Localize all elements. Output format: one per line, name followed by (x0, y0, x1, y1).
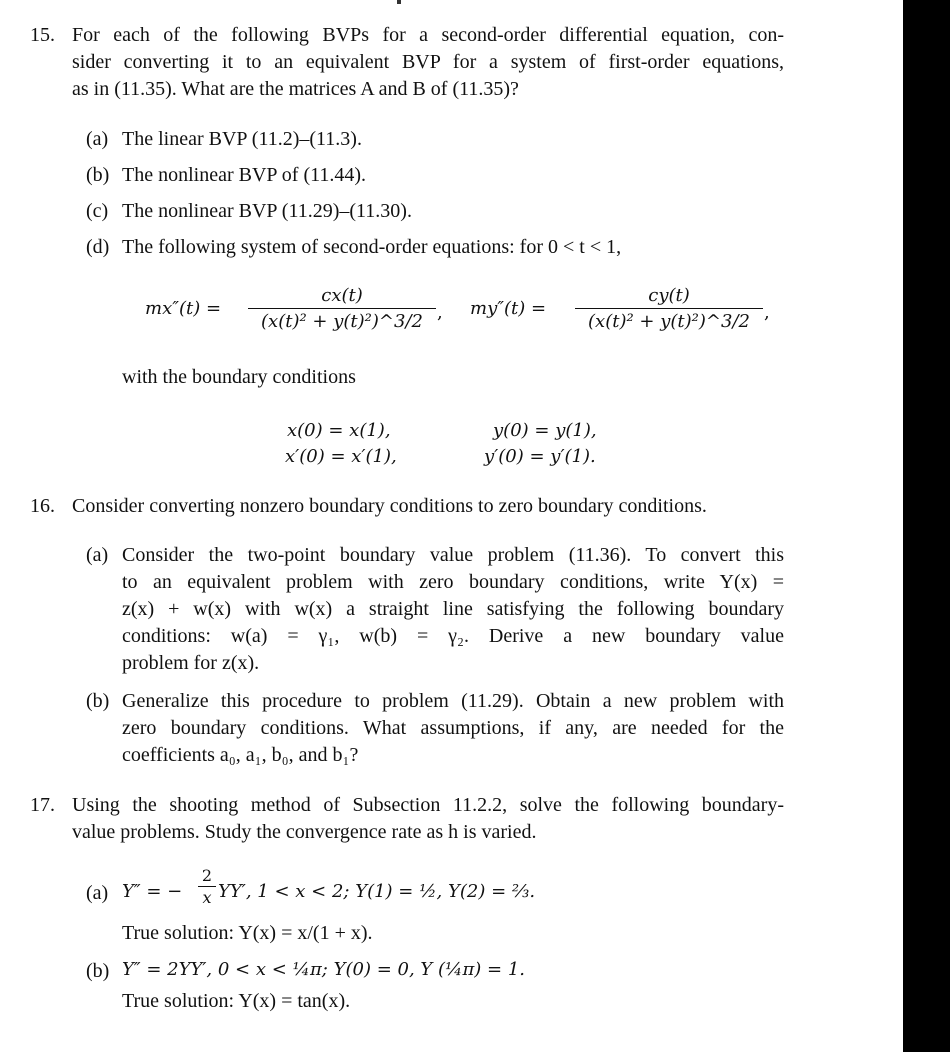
p17-a-frac-num: 2 (201, 866, 213, 885)
p17-item-a-label: (a) (86, 882, 109, 904)
p16-a-line-4: conditions: w(a) = γ₁, w(b) = γ₂. Derive a new boundary value (122, 625, 784, 647)
p17-a-eq-post: YY′, 1 < x < 2; Y(1) = ½, Y(2) = ⅔. (218, 881, 536, 902)
p15-item-c-text: The nonlinear BVP (11.29)–(11.30). (122, 200, 412, 222)
problem-16-line-1: Consider converting nonzero boundary conditions to zero boundary conditions. (72, 495, 707, 517)
p16-b-line-1: Generalize this procedure to problem (11.29). Obtain a new problem with (122, 690, 784, 712)
problem-15-line-2: sider converting it to an equivalent BVP for a system of first-order equations, (72, 51, 784, 73)
p15-item-d-label: (d) (86, 236, 110, 258)
bc-x0: x(0) = x(1), (287, 420, 391, 441)
p17-b-true-solution: True solution: Y(x) = tan(x). (122, 990, 351, 1012)
p17-a-fraction (198, 866, 216, 909)
p15-item-d-text: The following system of second-order equations: for 0 < t < 1, (122, 236, 622, 258)
problem-15-number: 15. (30, 24, 55, 46)
eq-x-lhs: mx″(t) = (145, 298, 222, 319)
p16-b-line-3: coefficients a₀, a₁, b₀, and b₁? (122, 744, 359, 766)
p16-a-line-2: to an equivalent problem with zero boundary conditions, write Y(x) = (122, 571, 784, 593)
p16-a-line-5: problem for z(x). (122, 652, 260, 674)
p15-item-b-text: The nonlinear BVP of (11.44). (122, 164, 367, 186)
problem-15-line-1: For each of the following BVPs for a second-order differential equation, con- (72, 24, 784, 46)
p16-b-line-2: zero boundary conditions. What assumptions, if any, are needed for the (122, 717, 784, 739)
p15-item-a-text: The linear BVP (11.2)–(11.3). (122, 128, 362, 150)
eq-y-lhs: my″(t) = (470, 298, 547, 319)
p15-item-c-label: (c) (86, 200, 109, 222)
p17-a-eq-pre: Y″ = − (122, 881, 183, 902)
p17-item-b-label: (b) (86, 960, 110, 982)
p17-b-eq: Y″ = 2YY′, 0 < x < ¼π; Y(0) = 0, Y (¼π) = 1. (122, 959, 526, 980)
scan-edge-bar (903, 0, 950, 1052)
p17-a-frac-den: x (198, 886, 216, 909)
problem-17-line-1: Using the shooting method of Subsection 11.2.2, solve the following boundary- (72, 794, 784, 816)
p15-item-b-label: (b) (86, 164, 110, 186)
problem-17-line-2: value problems. Study the convergence rate as h is varied. (72, 821, 537, 843)
p17-a-true-solution: True solution: Y(x) = x/(1 + x). (122, 922, 373, 944)
p16-item-b-label: (b) (86, 690, 110, 712)
p16-a-line-3: z(x) + w(x) with w(x) a straight line satisfying the following boundary (122, 598, 784, 620)
bc-xp0: x′(0) = x′(1), (285, 446, 397, 467)
eq-y-numerator: cy(t) (648, 285, 690, 306)
eq-y-denominator: (x(t)² + y(t)²)^3/2 (575, 308, 763, 335)
problem-16-number: 16. (30, 495, 55, 517)
eq-y-fraction (575, 284, 763, 335)
p16-a-line-1: Consider the two-point boundary value problem (11.36). To convert this (122, 544, 784, 566)
problem-17-number: 17. (30, 794, 55, 816)
bc-y0: y(0) = y(1), (493, 420, 597, 441)
p16-item-a-label: (a) (86, 544, 109, 566)
eq-x-denominator: (x(t)² + y(t)²)^3/2 (248, 308, 436, 335)
eq-x-fraction (248, 284, 436, 335)
bc-yp0: y′(0) = y′(1). (484, 446, 596, 467)
with-boundary-conditions: with the boundary conditions (122, 366, 356, 388)
problem-15-line-3: as in (11.35). What are the matrices A and B of (11.35)? (72, 78, 519, 100)
eq-x-numerator: cx(t) (321, 285, 363, 306)
p15-item-a-label: (a) (86, 128, 109, 150)
scan-mark (397, 0, 401, 4)
